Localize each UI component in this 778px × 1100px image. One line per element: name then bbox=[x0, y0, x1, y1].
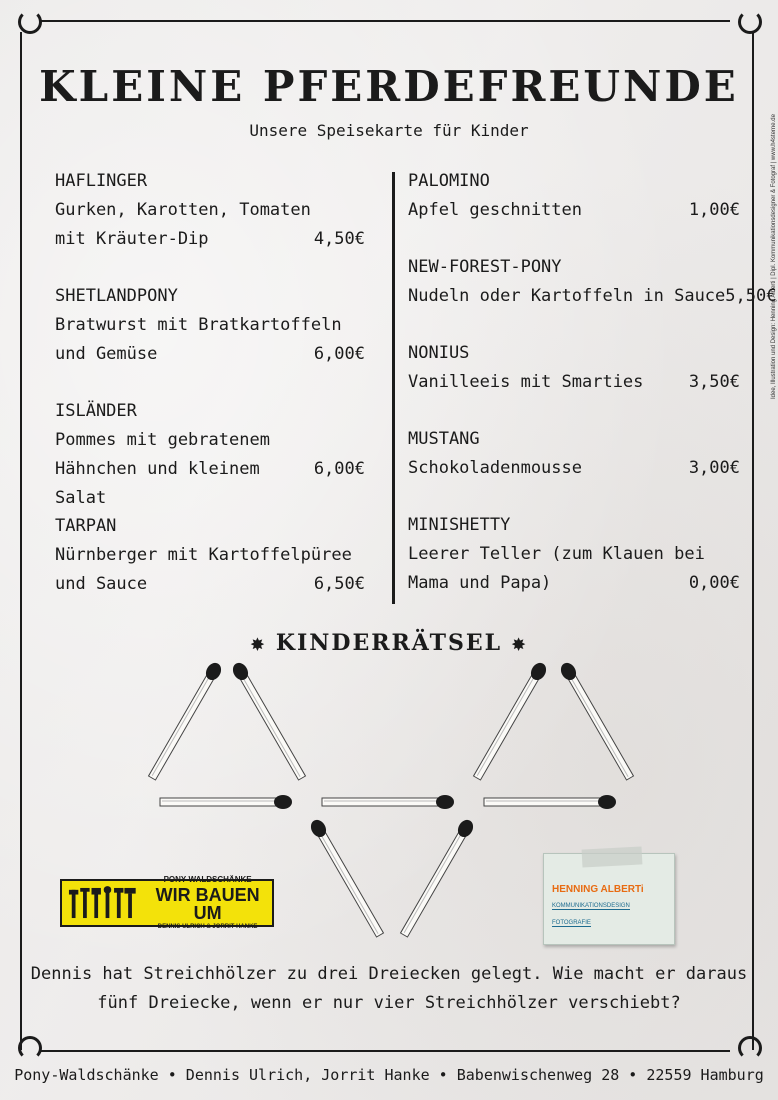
menu-item-price: 3,00€ bbox=[688, 458, 740, 478]
menu-item-minishetty bbox=[408, 511, 740, 598]
star-icon: ✸ bbox=[511, 635, 528, 654]
menu-item-price: 0,00€ bbox=[688, 573, 740, 593]
menu-item-description: mit Kräuter-Dip bbox=[55, 229, 209, 249]
menu-item-price: 6,00€ bbox=[313, 344, 365, 364]
page-title: KLEINE PFERDEFREUNDE bbox=[39, 62, 739, 111]
frame-top-border bbox=[40, 20, 730, 22]
matchstick[interactable] bbox=[322, 795, 454, 809]
menu-item-description: Hähnchen und kleinem Salat bbox=[55, 459, 260, 508]
menu-item-price: 6,50€ bbox=[313, 574, 365, 594]
menu-item-name: HAFLINGER bbox=[55, 171, 148, 191]
menu-item-description: Bratwurst mit Bratkartoffeln bbox=[55, 315, 342, 335]
pony-waldschaenke-logo bbox=[60, 875, 274, 930]
puzzle-question-line: fünf Dreiecke, wenn er nur vier Streichhölzer verschiebt? bbox=[97, 993, 681, 1013]
menu-item-name: PALOMINO bbox=[408, 171, 490, 191]
matchstick[interactable] bbox=[146, 660, 224, 781]
menu-item-new-forest-pony bbox=[408, 253, 777, 311]
menu-item-price: 1,00€ bbox=[688, 200, 740, 220]
menu-item-description: und Sauce bbox=[55, 574, 148, 594]
menu-item-description: Nürnberger mit Kartoffelpüree bbox=[55, 545, 352, 565]
menu-item-description: Mama und Papa) bbox=[408, 573, 552, 593]
matchstick[interactable] bbox=[230, 660, 308, 781]
matchstick[interactable] bbox=[558, 660, 636, 781]
menu-item-name: TARPAN bbox=[55, 516, 117, 536]
menu-item-description: und Gemüse bbox=[55, 344, 158, 364]
menu-item-price: 5,50€ bbox=[725, 286, 777, 306]
menu-item-description: Schokoladenmousse bbox=[408, 458, 582, 478]
menu-item-mustang bbox=[408, 425, 740, 483]
menu-item-description: Apfel geschnitten bbox=[408, 200, 582, 220]
henning-alberti-card bbox=[543, 853, 675, 945]
menu-item-name: NONIUS bbox=[408, 343, 470, 363]
page-subtitle: Unsere Speisekarte für Kinder bbox=[249, 121, 529, 140]
tools-icon bbox=[68, 883, 143, 923]
logo-line-2: WIR BAUEN UM bbox=[155, 885, 260, 923]
puzzle-question bbox=[0, 960, 778, 1018]
menu-item-name: MINISHETTY bbox=[408, 515, 511, 535]
credit-text: Idee, Illustration und Design: Henning Alberti | Dipl. Kommunikationsdesigner & Fotograf | www.h4sterne.de bbox=[771, 114, 777, 399]
footer-address: Pony-Waldschänke • Dennis Ulrich, Jorrit Hanke • Babenwischenweg 28 • 22559 Hamburg bbox=[14, 1066, 764, 1084]
matchstick[interactable] bbox=[471, 660, 549, 781]
menu-item-haflinger bbox=[55, 167, 365, 254]
card-name: HENNING ALBERTi bbox=[552, 884, 644, 895]
menu-item-nonius bbox=[408, 339, 740, 397]
menu-item-palomino bbox=[408, 167, 740, 225]
menu-item-price: 3,50€ bbox=[688, 372, 740, 392]
menu-item-description: Vanilleeis mit Smarties bbox=[408, 372, 644, 392]
horseshoe-icon bbox=[738, 10, 762, 34]
menu-item-price: 6,00€ bbox=[313, 459, 365, 479]
menu-item-shetlandpony bbox=[55, 282, 365, 369]
matchstick[interactable] bbox=[484, 795, 616, 809]
logo-line-3: DENNIS ULRICH & JORRIT HANKE bbox=[157, 924, 258, 930]
matchstick[interactable] bbox=[160, 795, 292, 809]
menu-item-description: Gurken, Karotten, Tomaten bbox=[55, 200, 311, 220]
menu-item-tarpan bbox=[55, 512, 365, 599]
menu-item-name: NEW-FOREST-PONY bbox=[408, 257, 562, 277]
horseshoe-icon bbox=[18, 10, 42, 34]
column-divider bbox=[392, 172, 395, 604]
tape bbox=[582, 846, 643, 867]
card-line-2: FOTOGRAFIE bbox=[552, 920, 591, 926]
horseshoe-icon bbox=[18, 1036, 42, 1060]
menu-item-price: 4,50€ bbox=[313, 229, 365, 249]
menu-item-name: ISLÄNDER bbox=[55, 401, 137, 421]
matchstick[interactable] bbox=[308, 817, 386, 938]
logo-line-1: PONY-WALDSCHÄNKE bbox=[163, 875, 252, 884]
menu-item-description: Nudeln oder Kartoffeln in Sauce bbox=[408, 286, 726, 306]
menu-item-name: MUSTANG bbox=[408, 429, 480, 449]
puzzle-question-line: Dennis hat Streichhölzer zu drei Dreiecken gelegt. Wie macht er daraus bbox=[30, 964, 748, 984]
menu-item-description: Leerer Teller (zum Klauen bei bbox=[408, 544, 705, 564]
star-icon: ✸ bbox=[250, 635, 267, 654]
horseshoe-icon bbox=[738, 1036, 762, 1060]
frame-bottom-border bbox=[40, 1050, 730, 1052]
menu-item-name: SHETLANDPONY bbox=[55, 286, 178, 306]
puzzle-title-text: KINDERRÄTSEL bbox=[275, 630, 503, 656]
menu-item-islaender bbox=[55, 397, 365, 513]
card-line-1: KOMMUNIKATIONSDESIGN bbox=[552, 903, 630, 909]
menu-item-description: Pommes mit gebratenem bbox=[55, 430, 270, 450]
matchstick[interactable] bbox=[398, 817, 476, 938]
